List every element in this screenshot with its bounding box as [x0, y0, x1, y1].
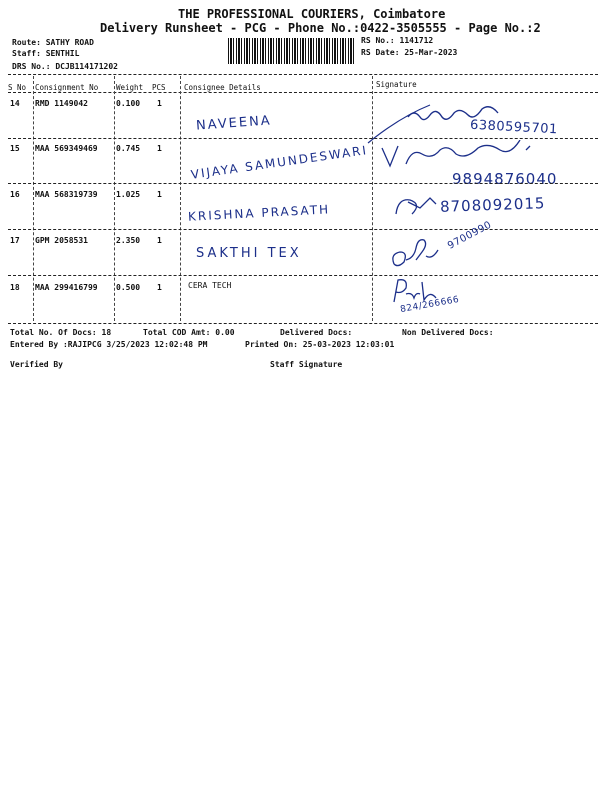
row-phone: 6380595701	[469, 117, 559, 138]
col-divider	[33, 76, 34, 321]
total-docs: Total No. Of Docs: 18	[10, 328, 112, 337]
row-sno: 16	[10, 190, 20, 199]
col-weight: Weight	[116, 83, 144, 92]
row-consignment: MAA 569349469	[35, 144, 98, 153]
column-rule	[8, 92, 598, 93]
staff-label: Staff: SENTHIL	[12, 49, 80, 58]
row-weight: 0.100	[116, 99, 141, 108]
verified-by: Verified By	[10, 360, 63, 369]
row-phone: 9700990	[446, 219, 494, 252]
row-pcs: 1	[157, 283, 162, 292]
row-phone: 8708092015	[439, 194, 546, 216]
delivered-docs: Delivered Docs:	[280, 328, 353, 337]
table-bottom-rule	[8, 323, 598, 324]
col-divider	[180, 76, 181, 321]
row-consignment: GPM 2058531	[35, 236, 88, 245]
row-consignment: MAA 568319739	[35, 190, 98, 199]
row-sno: 15	[10, 144, 20, 153]
row-rule	[8, 138, 598, 139]
row-rule	[8, 275, 598, 276]
col-consignee: Consignee Details	[184, 83, 261, 92]
col-signature: Signature	[376, 80, 417, 89]
row-sno: 14	[10, 99, 20, 108]
row-pcs: 1	[157, 144, 162, 153]
signature-mark	[376, 140, 596, 174]
col-divider	[114, 76, 115, 321]
signature-mark	[390, 192, 440, 222]
row-sno: 18	[10, 283, 20, 292]
rs-date: RS Date: 25-Mar-2023	[361, 48, 458, 57]
runsheet-title: Delivery Runsheet - PCG - Phone No.:0422-3505555 - Page No.:2	[100, 21, 541, 35]
route-label: Route: SATHY ROAD	[12, 38, 94, 47]
row-consignee: KRISHNA PRASATH	[187, 202, 331, 224]
row-weight: 0.745	[116, 144, 141, 153]
row-sno: 17	[10, 236, 20, 245]
row-consignee: VIJAYA SAMUNDESWARI	[189, 143, 369, 182]
row-consignment: RMD 1149042	[35, 99, 88, 108]
non-delivered-docs: Non Delivered Docs:	[402, 328, 494, 337]
row-consignee: SAKTHI TEX	[196, 246, 302, 261]
row-rule	[8, 183, 598, 184]
printed-on: Printed On: 25-03-2023 12:03:01	[245, 340, 395, 349]
header-rule	[8, 74, 598, 75]
row-consignee: CERA TECH	[188, 281, 232, 290]
row-consignee: NAVEENA	[195, 113, 273, 134]
total-cod: Total COD Amt: 0.00	[143, 328, 235, 337]
col-pcs: PCS	[152, 83, 166, 92]
drs-number: DRS No.: DCJB114171202	[12, 62, 118, 71]
entered-by: Entered By :RAJIPCG 3/25/2023 12:02:48 PM	[10, 340, 208, 349]
staff-signature: Staff Signature	[270, 360, 343, 369]
row-consignment: MAA 299416799	[35, 283, 98, 292]
barcode	[228, 38, 354, 64]
row-phone: 9894876040	[452, 170, 558, 188]
row-pcs: 1	[157, 190, 162, 199]
col-sno: S No	[8, 83, 27, 92]
row-pcs: 1	[157, 236, 162, 245]
company-title: THE PROFESSIONAL COURIERS, Coimbatore	[178, 7, 446, 21]
col-consignment: Consignment No	[35, 83, 99, 92]
row-rule	[8, 229, 598, 230]
row-pcs: 1	[157, 99, 162, 108]
row-weight: 1.025	[116, 190, 141, 199]
row-weight: 2.350	[116, 236, 141, 245]
row-phone: 824/266666	[399, 294, 460, 316]
rs-number: RS No.: 1141712	[361, 36, 434, 45]
row-weight: 0.500	[116, 283, 141, 292]
